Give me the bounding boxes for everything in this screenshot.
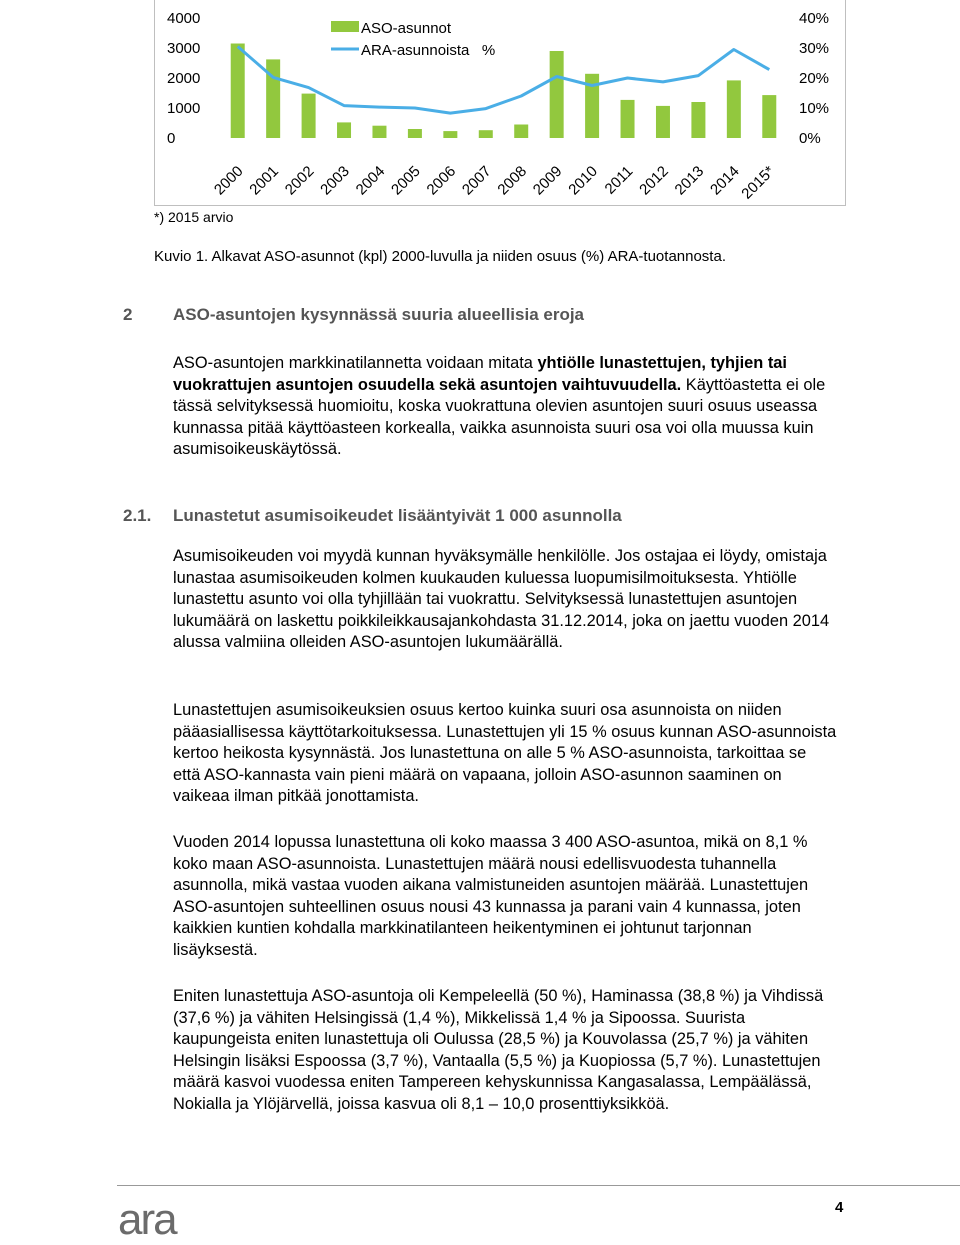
x-tick-label: 2011 — [601, 162, 637, 198]
bar-2003 — [337, 122, 351, 138]
bar-2009 — [550, 51, 564, 138]
y-left-tick-label: 2000 — [167, 70, 201, 87]
y-left-tick-label: 4000 — [167, 10, 201, 27]
bar-2002 — [302, 94, 316, 138]
x-tick-label: 2001 — [246, 162, 282, 199]
series-line-ara-share — [238, 47, 770, 114]
y-right-tick-label: 0% — [799, 130, 821, 147]
y-left-tick-label: 1000 — [167, 100, 201, 117]
bar-2005 — [408, 129, 422, 138]
x-tick-label: 2009 — [529, 162, 566, 199]
bar-2012 — [656, 106, 670, 138]
bar-2014 — [727, 80, 741, 138]
y-right-tick-label: 30% — [799, 40, 830, 57]
y-right-tick-label: 20% — [799, 70, 830, 87]
paragraph-2: Asumisoikeuden voi myydä kunnan hyväksymälle henkilölle. Jos ostajaa ei löydy, omistaja lunastaa asumisoikeuden kolmen kuukauden kuluessa luopumisilmoituksesta. Yhtiölle lunastettu asunto voi olla tyhjillään tai vuokrattu. Selvityksessä lunastettujen asuntojen lukumäärä on laskettu poikkileikkausajankohdasta 31.12.2014, joka on jaettu vuoden 2014 alussa valmiina olleiden ASO-asuntojen lukumäärällä. — [173, 547, 830, 652]
paragraph-1 — [173, 353, 837, 461]
bar-2011 — [621, 100, 635, 138]
paragraph-5: Eniten lunastettuja ASO-asuntoja oli Kempeleellä (50 %), Haminassa (38,8 %) ja Vihdissä (37,6 %) ja vähiten Helsingissä (1,4 %), Mikkelissä 1,4 % ja Sipoossa. Suurista kaupungeista eniten lunastettuja oli Oulussa (28,5 %) ja Kouvolassa (25,7 %) ja vähiten Helsingin lisäksi Espoossa (3,7 %), Vantaalla (5,5 %) ja Kuopiossa (5,7 %). Lunastettujen määrä kasvoi vuodessa eniten Tampereen kehyskunnissa Kangasalassa, Lempäälässä, Nokialla ja Ylöjärvellä, joissa kasvua oli 8,1 – 10,0 prosenttiyksikköä. — [173, 987, 824, 1113]
bar-2000 — [231, 44, 245, 139]
bar-2007 — [479, 130, 493, 138]
paragraph-1-text: ASO-asuntojen markkinatilannetta voidaan mitata — [173, 354, 538, 372]
subsection-number: 2.1. — [123, 506, 152, 525]
bar-2013 — [691, 102, 705, 138]
footer-divider — [117, 1185, 960, 1186]
bar-2006 — [443, 131, 457, 138]
x-tick-label: 2013 — [671, 162, 708, 199]
bar-2015* — [762, 95, 776, 138]
y-left-tick-label: 3000 — [167, 40, 201, 57]
x-tick-label: 2012 — [636, 162, 672, 199]
x-tick-label: 2010 — [565, 162, 601, 199]
chart-figure — [154, 0, 846, 206]
bar-2004 — [372, 126, 386, 138]
subsection-title: Lunastetut asumisoikeudet lisääntyivät 1 000 asunnolla — [173, 506, 622, 525]
bar-2008 — [514, 125, 528, 139]
paragraph-1-text-rest: Käyttöastetta ei ole tässä selvityksessä huomioitu, koska vuokrattuna olevien asuntojen suuri osuus useassa kunnassa pitää käyttöasteen korkealla, vaikka asunnoista suuri osa voi olla muussa kuin asumisoikeuskäytössä. — [173, 375, 826, 459]
legend-swatch-bar — [331, 21, 359, 32]
figure-caption: Kuvio 1. Alkavat ASO-asunnot (kpl) 2000-luvulla ja niiden osuus (%) ARA-tuotannosta. — [154, 248, 726, 265]
x-tick-label: 2003 — [317, 162, 353, 199]
section-title: ASO-asuntojen kysynnässä suuria alueellisia eroja — [173, 305, 585, 324]
x-tick-label: 2002 — [281, 162, 318, 199]
x-tick-label: 2004 — [352, 162, 389, 199]
x-tick-label: 2008 — [494, 162, 531, 199]
legend-label-line: ARA-asunnoista % — [361, 42, 496, 59]
x-tick-label: 2006 — [423, 162, 460, 199]
ara-logo — [118, 1200, 194, 1245]
y-right-tick-label: 10% — [799, 100, 830, 117]
x-tick-label: 2005 — [388, 162, 424, 199]
combo-chart — [155, 0, 847, 206]
paragraph-4: Vuoden 2014 lopussa lunastettuna oli koko maassa 3 400 ASO-asuntoa, mikä on 8,1 % koko maan ASO-asunnoista. Lunastettujen määrä nousi edellisvuodesta tuhannella asunnolla, mikä vastaa vuoden aikana valmistuneiden asuntojen määrää. Lunastettujen ASO-asuntojen suhteellinen osuus nousi 43 kunnassa ja parani vain 4 kunnassa, joten kaikkien kuntien kohdalla markkinatilanteen heikentyminen ei johtunut tarjonnan lisäyksestä. — [173, 833, 809, 959]
paragraph-1-bold: yhtiölle lunastettujen, tyhjien tai vuokrattujen asuntojen osuudella sekä asuntojen vaihtuvuudella. — [173, 354, 787, 394]
page-number: 4 — [835, 1199, 844, 1216]
x-tick-label: 2007 — [458, 162, 495, 199]
ara-logo-text: ara — [118, 1200, 176, 1240]
legend-label-bar: ASO-asunnot — [361, 20, 452, 37]
x-tick-label: 2015* — [738, 162, 779, 203]
x-tick-label: 2014 — [707, 162, 743, 199]
y-right-tick-label: 40% — [799, 10, 830, 27]
chart-footnote: *) 2015 arvio — [154, 209, 234, 225]
y-left-tick-label: 0 — [167, 130, 176, 147]
paragraph-3: Lunastettujen asumisoikeuksien osuus kertoo kuinka suuri osa asunnoista on niiden pääasiallisessa käyttötarkoituksessa. Lunastettujen yli 15 % osuus kunnan ASO-asunnoista kertoo heikosta kysynnästä. Jos lunastettuna on alle 5 % ASO-asunnoista, tarkoittaa se että ASO-kannasta vain pieni määrä on vapaana, jolloin ASO-asunnon saaminen on vaikeaa ilman pitkää jonottamista. — [173, 701, 837, 806]
section-number: 2 — [123, 305, 133, 324]
x-tick-label: 2000 — [210, 162, 247, 199]
